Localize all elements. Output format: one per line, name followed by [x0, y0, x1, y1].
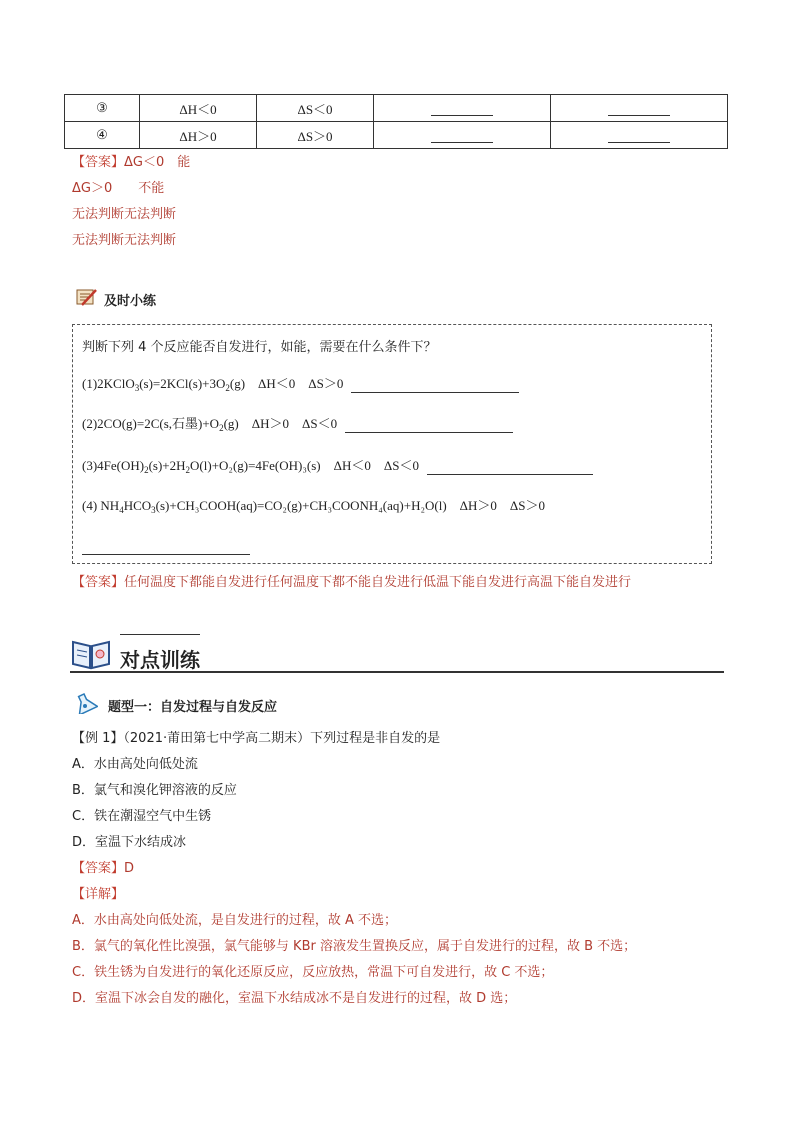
table-row [65, 122, 728, 149]
delta-s-cell: ΔS＞0 [257, 122, 374, 149]
answer-text: 任何温度下都能自发进行任何温度下都不能自发进行低温下能自发进行高温下能自发进行 [124, 575, 632, 590]
flask-icon [74, 692, 98, 718]
example-question [72, 730, 440, 748]
answer-blank [427, 460, 593, 475]
detail-line: D．室温下冰会自发的融化，室温下水结成冰不是自发进行的过程，故 D 选； [72, 991, 517, 1006]
practice-title: 及时小练 [104, 293, 157, 309]
section-title: 对点训练 [120, 648, 200, 672]
blank-cell [374, 95, 551, 122]
option-c: C．铁在潮湿空气中生锈 [72, 809, 212, 824]
answer-text: ΔG＜0 能 [124, 155, 191, 170]
example-source: （2021·莆田第七中学高二期末）下列过程是非自发的是 [123, 731, 441, 746]
practice-heading [76, 288, 156, 310]
answer-label: 【答案】 [72, 155, 125, 170]
detail-line: B．氯气的氧化性比溴强，氯气能够与 KBr 溶液发生置换反应，属于自发进行的过程，故 B 不选； [72, 939, 637, 954]
fill-blank [431, 101, 493, 116]
practice-item: $(3)4Fe(OH)_2(s)+2H_2O(l)+O_2(g)=4Fe(OH)_3(s)$ ΔH＜0 ΔS＜0 [82, 457, 593, 475]
blank-cell [374, 122, 551, 149]
topic-title: 题型一：自发过程与自发反应 [108, 699, 278, 715]
conditions-table [64, 94, 728, 149]
practice-item [82, 537, 250, 555]
row-number: ③ [65, 95, 140, 122]
answer-line: 无法判断无法判断 [72, 233, 177, 248]
answer-line [72, 574, 631, 592]
answer-label: 【答案】 [72, 575, 125, 590]
heading-overline [120, 634, 200, 635]
row-number: ④ [65, 122, 140, 149]
answer-line [72, 154, 190, 172]
book-icon [70, 636, 112, 674]
answer-blank [345, 418, 513, 433]
answer-blank [351, 378, 519, 393]
delta-h-cell: ΔH＜0 [140, 95, 257, 122]
fill-blank [608, 101, 670, 116]
practice-item: (4) $NH_4HCO_3(s)+CH_3COOH(aq)=CO_2(g)+CH_3COONH_4(aq)+H_2O(l)$ ΔH＞0 ΔS＞0 [82, 498, 545, 515]
answer-blank [82, 540, 250, 555]
answer-line: 无法判断无法判断 [72, 207, 177, 222]
detail-line: C．铁生锈为自发进行的氧化还原反应，反应放热，常温下可自发进行，故 C 不选； [72, 965, 554, 980]
delta-h-cell: ΔH＞0 [140, 122, 257, 149]
table-row [65, 95, 728, 122]
practice-item: (2)2CO(g)=2C(s,石墨)$+O_2(g)$ ΔH＞0 ΔS＜0 [82, 415, 513, 433]
heading-underline [70, 671, 724, 673]
example-answer [72, 860, 134, 878]
option-b: B．氯气和溴化钾溶液的反应 [72, 783, 237, 798]
answer-text: D [124, 861, 135, 876]
fill-blank [431, 128, 493, 143]
topic-heading [74, 692, 277, 718]
practice-box [72, 324, 712, 564]
fill-blank [608, 128, 670, 143]
option-d: D．室温下水结成冰 [72, 835, 187, 850]
example-label: 【例 1】 [72, 731, 124, 746]
section-heading [70, 630, 724, 674]
answer-label: 【答案】 [72, 861, 125, 876]
delta-s-cell: ΔS＜0 [257, 95, 374, 122]
detail-label: 【详解】 [72, 887, 125, 902]
practice-item: $(1)2KClO_3(s)=2KCl(s)+3O_2(g)$ ΔH＜0 ΔS＞0 [82, 375, 519, 393]
answer-line: ΔG＞0 不能 [72, 181, 165, 196]
practice-question: 判断下列 4 个反应能否自发进行，如能，需要在什么条件下？ [82, 340, 437, 355]
option-a: A．水由高处向低处流 [72, 757, 198, 772]
pencil-icon [76, 288, 98, 310]
detail-line: A．水由高处向低处流，是自发进行的过程，故 A 不选； [72, 913, 398, 928]
blank-cell [551, 122, 728, 149]
blank-cell [551, 95, 728, 122]
